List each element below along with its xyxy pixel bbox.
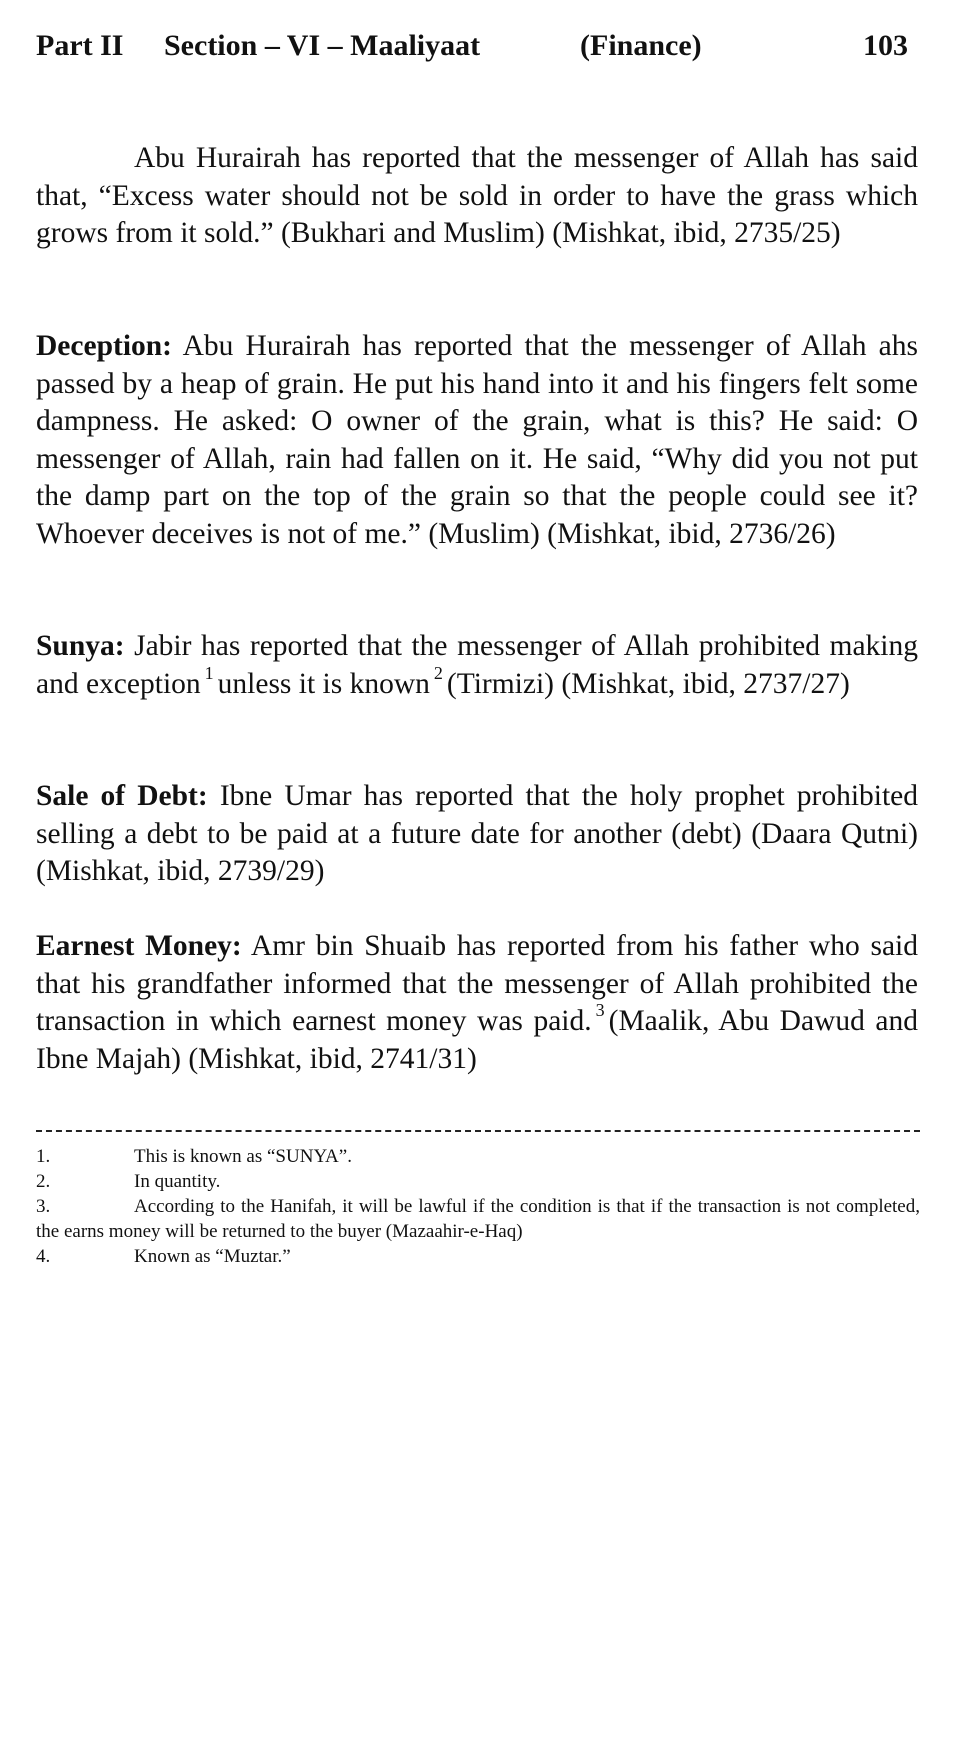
paragraph-excess-water	[36, 140, 918, 253]
paragraph-sale-of-debt	[36, 778, 918, 891]
footnote-text: Known as “Muztar.”	[134, 1246, 291, 1267]
footnote-divider	[36, 1130, 920, 1132]
footnote-number: 3.	[36, 1196, 51, 1217]
header-part: Part II	[36, 29, 124, 62]
paragraph-text: (Maalik, Abu Dawud and Ibne Majah) (Mishkat, ibid, 2741/31)	[36, 1005, 919, 1075]
footnote-item	[36, 1169, 920, 1194]
paragraph-heading: Earnest Money:	[36, 930, 242, 962]
footnote-item	[36, 1244, 920, 1269]
footnote-ref: 2	[433, 662, 443, 683]
paragraph-text: (Tirmizi) (Mishkat, ibid, 2737/27)	[446, 667, 850, 700]
paragraph-text: Amr bin Shuaib has reported from his father who said that his grandfather informed that the messenger of Allah prohibited the transaction in which earnest money was paid.	[36, 930, 918, 1037]
paragraph-heading: Sunya:	[36, 630, 125, 662]
header-finance: (Finance)	[580, 29, 702, 62]
footnote-ref: 1	[204, 662, 214, 683]
paragraph-sunya	[36, 628, 918, 703]
footnote-item	[36, 1194, 920, 1244]
footnote-number: 1.	[36, 1146, 51, 1167]
page-header	[36, 24, 908, 68]
footnotes	[36, 1144, 920, 1269]
footnote-item	[36, 1144, 920, 1169]
page-number: 103	[863, 29, 908, 62]
paragraph-deception	[36, 328, 918, 553]
paragraph-text: unless it is known	[217, 667, 430, 700]
paragraph-heading: Deception:	[36, 330, 172, 362]
footnote-text: In quantity.	[134, 1171, 221, 1192]
paragraph-text: Jabir has reported that the messenger of Allah prohibited making and exception	[36, 630, 919, 700]
paragraph-text: Ibne Umar has reported that the holy prophet prohibited selling a debt to be paid at a future date for another (debt) (Daara Qutni) (Mishkat, ibid, 2739/29)	[36, 780, 919, 887]
paragraph-text: Abu Hurairah has reported that the messenger of Allah has said that, “Excess water should not be sold in order to have the grass which grows from it sold.” (Bukhari and Muslim) (Mishkat, ibid, 2735/25)	[36, 142, 918, 249]
footnote-ref: 3	[595, 1000, 605, 1020]
footnote-text: This is known as “SUNYA”.	[134, 1146, 352, 1167]
header-section: Section – VI – Maaliyaat	[164, 29, 481, 62]
footnote-text: According to the Hanifah, it will be lawful if the condition is that if the transaction is not completed, the earns money will be returned to the buyer (Mazaahir-e-Haq)	[36, 1196, 920, 1242]
footnote-number: 4.	[36, 1246, 51, 1267]
paragraph-heading: Sale of Debt:	[36, 780, 208, 812]
footnote-number: 2.	[36, 1171, 51, 1192]
paragraph-earnest-money	[36, 928, 918, 1078]
paragraph-text: Abu Hurairah has reported that the messenger of Allah ahs passed by a heap of grain. He put his hand into it and his fingers felt some dampness. He asked: O owner of the grain, what is this? He said: O messenger of Allah, rain had fallen on it. He said, “Why did you not put the damp part on the top of the grain so that the people could see it? Whoever deceives is not of me.” (Muslim) (Mishkat, ibid, 2736/26)	[36, 330, 919, 550]
